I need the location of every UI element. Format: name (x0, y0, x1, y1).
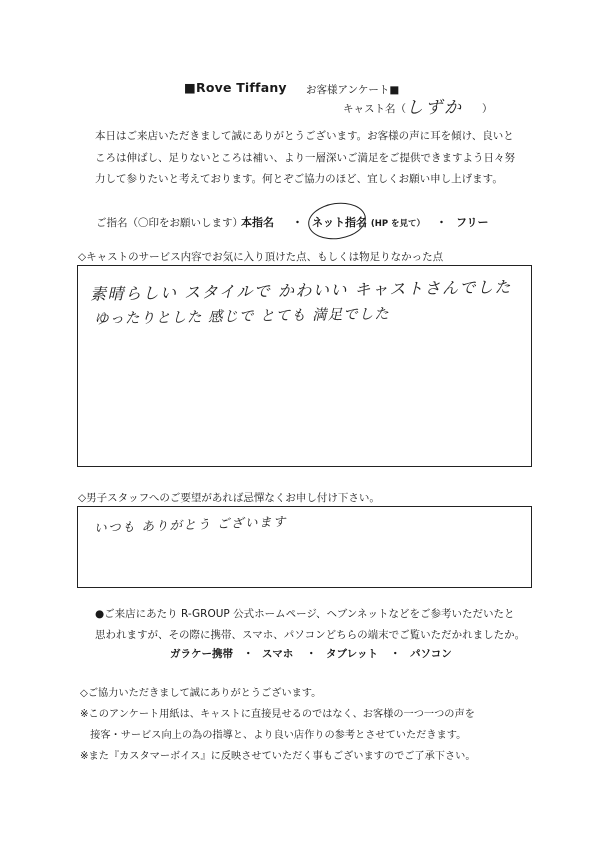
footer-line: ※また『カスタマーボイス』に反映させていただく事もございますのでご了承下さい。 (80, 751, 476, 762)
question-2-prompt: ◇男子スタッフへのご要望があれば忌憚なくお申し付け下さい。 (78, 492, 380, 504)
question-3-line: 思われますが、その際に携帯、スマホ、パソコンどちらの端末でご覧いただかれましたか。 (95, 629, 526, 641)
device-option-tablet[interactable]: タブレット (326, 648, 378, 660)
separator: ・ (436, 216, 447, 229)
cast-label-text: キャスト名（ (343, 103, 406, 115)
separator: ・ (292, 216, 303, 229)
footer-line: 接客・サービス向上の為の指導と、より良い店作りの参考とさせていただきます。 (80, 730, 467, 741)
intro-line: 力して参りたいと考えております。何とぞご協力のほど、宜しくお願い申し上げます。 (95, 173, 503, 185)
nomination-option-free[interactable]: フリー (456, 216, 489, 229)
survey-subtitle: お客様アンケート■ (306, 84, 400, 96)
selection-circle-mark (306, 199, 368, 243)
nomination-option-regular[interactable]: 本指名 (241, 216, 274, 229)
separator: ・ (306, 648, 317, 660)
intro-line: 本日はご来店いただきまして誠にありがとうございます。お客様の声に耳を傾け、良いと (95, 130, 514, 142)
question-1-prompt: ◇キャストのサービス内容でお気に入り頂けた点、もしくは物足りなかった点 (78, 251, 444, 263)
footer-line: ※このアンケート用紙は、キャストに直接見せるのではなく、お客様の一つ一つの声を (80, 709, 475, 720)
device-option-feature-phone[interactable]: ガラケー携帯 (170, 648, 233, 660)
question-3-line: ●ご来店にあたり R-GROUP 公式ホームページ、ヘブンネットなどをご参考いただいたと (95, 608, 515, 620)
footer-line: ◇ご協力いただきまして誠にありがとうございます。 (80, 688, 322, 699)
answer-1-line-2: ゆったりとした 感じで とても 満足でした (93, 306, 390, 328)
question-3-prompt (95, 604, 525, 646)
intro-paragraph (95, 126, 535, 191)
nomination-option-net-label: ネット指名 (312, 216, 367, 229)
answer-1-line-1: 素晴らしい スタイルで かわいい キャストさんでした (89, 277, 513, 304)
separator: ・ (390, 648, 401, 660)
cast-name-label (343, 101, 406, 116)
nomination-option-net-note: (HP を見て） (370, 219, 426, 229)
survey-title: ■Rove Tiffany (184, 80, 287, 95)
answer-2: いつも ありがとう ございます (93, 513, 288, 536)
device-option-smartphone[interactable]: スマホ (262, 648, 294, 660)
nomination-label: ご指名（〇印をお願いします） (96, 217, 243, 229)
footer-notes (80, 683, 476, 767)
cast-label-close: ） (482, 103, 493, 115)
device-option-pc[interactable]: パソコン (410, 648, 452, 660)
cast-name-handwritten: しずか (406, 98, 463, 118)
intro-line: ころは伸ばし、足りないところは補い、より一層深いご満足をご提供できますよう日々努 (95, 151, 515, 164)
separator: ・ (243, 648, 254, 660)
